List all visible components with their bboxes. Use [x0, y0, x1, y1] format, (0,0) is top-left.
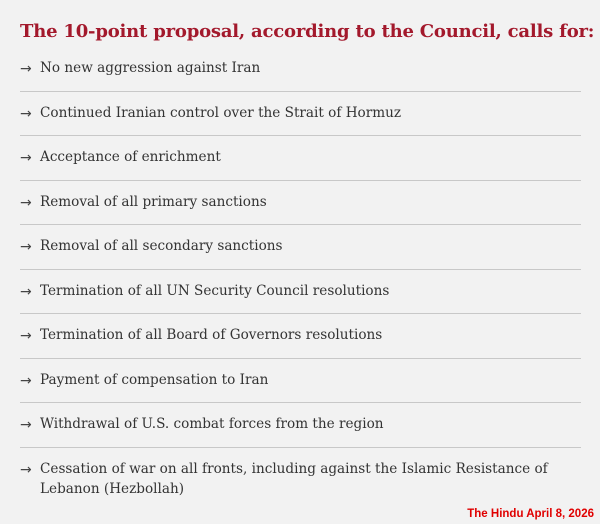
source-credit: The Hindu April 8, 2026	[467, 508, 594, 520]
list-item	[20, 448, 581, 499]
arrow-right-icon: →	[20, 105, 32, 122]
arrow-right-icon: →	[20, 372, 32, 389]
list-item	[20, 270, 581, 315]
list-item	[20, 181, 581, 226]
list-item-text: Continued Iranian control over the Strait of Hormuz	[40, 104, 402, 121]
arrow-right-icon: →	[20, 328, 32, 344]
arrow-right-icon: →	[20, 417, 32, 433]
list-item-text: Termination of all Board of Governors resolutions	[40, 327, 383, 343]
arrow-right-icon: →	[20, 61, 32, 77]
list-item-text: Withdrawal of U.S. combat forces from the region	[40, 416, 384, 432]
list-item-text: Removal of all secondary sanctions	[40, 238, 283, 254]
list-item	[20, 225, 581, 270]
arrow-right-icon: →	[20, 461, 32, 478]
page-title: The 10-point proposal, according to the Council, calls for:	[20, 21, 595, 42]
proposal-list	[20, 47, 581, 499]
list-item-text: No new aggression against Iran	[40, 60, 261, 76]
list-item	[20, 92, 581, 137]
arrow-right-icon: →	[20, 283, 32, 300]
list-item-text: Cessation of war on all fronts, including against the Islamic Resistance of Lebanon (Hezbollah)	[40, 460, 548, 497]
arrow-right-icon: →	[20, 150, 32, 166]
list-item	[20, 136, 581, 181]
list-item	[20, 314, 581, 359]
list-item-text: Acceptance of enrichment	[40, 149, 221, 165]
list-item	[20, 47, 581, 92]
list-item	[20, 359, 581, 404]
arrow-right-icon: →	[20, 194, 32, 211]
list-item	[20, 403, 581, 448]
list-item-text: Payment of compensation to Iran	[40, 371, 269, 388]
arrow-right-icon: →	[20, 239, 32, 255]
list-item-text: Termination of all UN Security Council resolutions	[40, 282, 390, 299]
list-item-text: Removal of all primary sanctions	[40, 193, 267, 210]
